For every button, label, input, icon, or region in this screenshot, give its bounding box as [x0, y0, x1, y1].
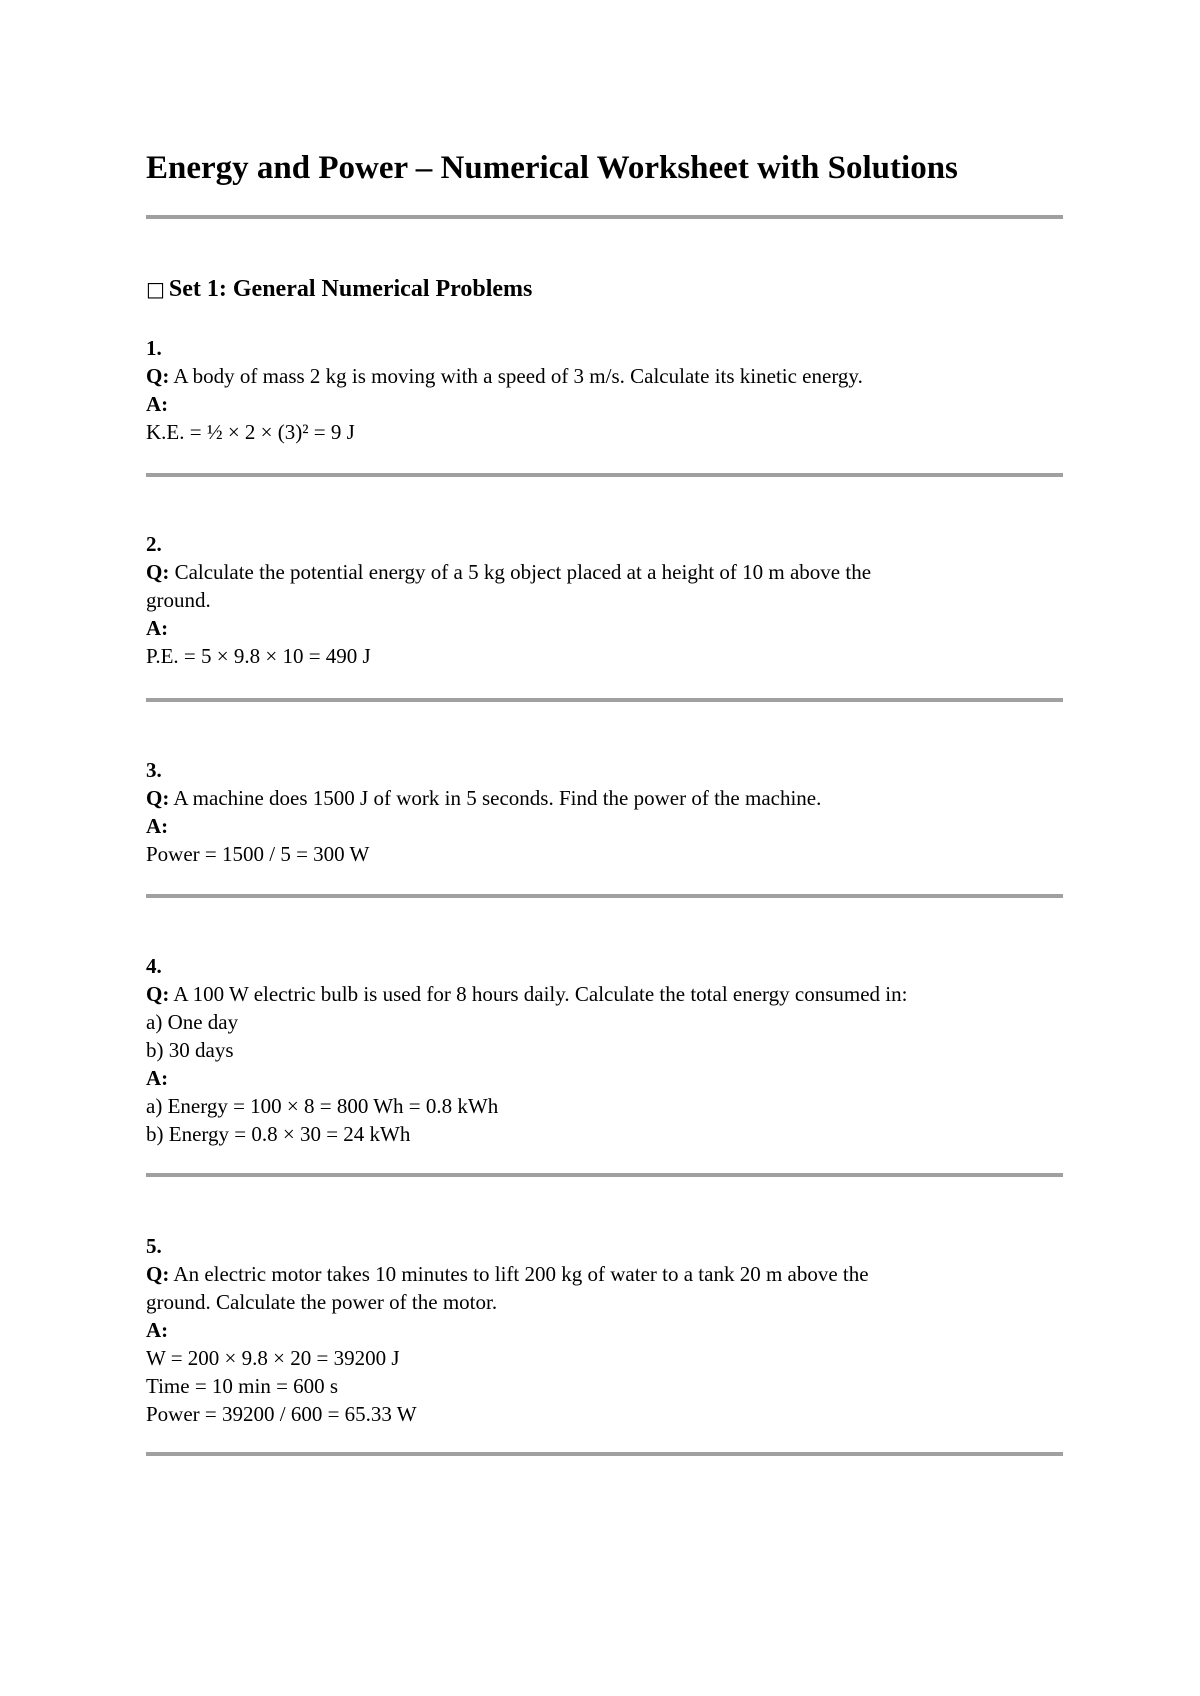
problem-1 — [146, 334, 1063, 446]
question-line — [146, 558, 1063, 586]
problem-number: 5. — [146, 1234, 162, 1258]
problem-4 — [146, 952, 1063, 1148]
answer-power-line: Power = 39200 / 600 = 65.33 W — [146, 1402, 417, 1426]
problem-number: 2. — [146, 532, 162, 556]
question-text: A body of mass 2 kg is moving with a speed of 3 m/s. Calculate its kinetic energy. — [169, 364, 863, 388]
question-label: Q: — [146, 364, 170, 388]
question-option-a: a) One day — [146, 1010, 239, 1034]
divider — [146, 1173, 1063, 1177]
answer-text: Power = 1500 / 5 = 300 W — [146, 842, 370, 866]
question-option-b: b) 30 days — [146, 1038, 234, 1062]
question-text: A machine does 1500 J of work in 5 seconds. Find the power of the machine. — [169, 786, 822, 810]
question-text: An electric motor takes 10 minutes to lift 200 kg of water to a tank 20 m above the — [169, 1262, 869, 1286]
problem-5 — [146, 1232, 1063, 1428]
page-title: Energy and Power – Numerical Worksheet with Solutions — [146, 150, 958, 186]
answer-time-line: Time = 10 min = 600 s — [146, 1374, 339, 1398]
question-line — [146, 784, 1063, 812]
answer-text: P.E. = 5 × 9.8 × 10 = 490 J — [146, 644, 371, 668]
answer-text-a: a) Energy = 100 × 8 = 800 Wh = 0.8 kWh — [146, 1094, 499, 1118]
answer-text: K.E. = ½ × 2 × (3)² = 9 J — [146, 420, 355, 444]
question-line — [146, 362, 1063, 390]
divider — [146, 473, 1063, 477]
divider — [146, 215, 1063, 219]
question-label: Q: — [146, 982, 170, 1006]
question-line — [146, 1260, 1063, 1288]
divider — [146, 698, 1063, 702]
divider — [146, 894, 1063, 898]
answer-text-b: b) Energy = 0.8 × 30 = 24 kWh — [146, 1122, 411, 1146]
question-text: A 100 W electric bulb is used for 8 hours daily. Calculate the total energy consumed in: — [169, 982, 908, 1006]
question-label: Q: — [146, 786, 170, 810]
answer-label: A: — [146, 1066, 169, 1090]
question-label: Q: — [146, 1262, 170, 1286]
question-text: Calculate the potential energy of a 5 kg object placed at a height of 10 m above the — [169, 560, 872, 584]
problem-number: 4. — [146, 954, 162, 978]
answer-work-line: W = 200 × 9.8 × 20 = 39200 J — [146, 1346, 400, 1370]
question-text-cont: ground. — [146, 588, 211, 612]
divider — [146, 1452, 1063, 1456]
problem-number: 1. — [146, 336, 162, 360]
question-line — [146, 980, 1063, 1008]
problem-2 — [146, 530, 1063, 670]
problem-3 — [146, 756, 1063, 868]
answer-label: A: — [146, 616, 169, 640]
question-text-cont: ground. Calculate the power of the motor. — [146, 1290, 498, 1314]
answer-label: A: — [146, 1318, 169, 1342]
set-heading-text: Set 1: General Numerical Problems — [168, 276, 533, 302]
question-label: Q: — [146, 560, 170, 584]
problem-number: 3. — [146, 758, 162, 782]
set-heading — [146, 273, 532, 305]
answer-label: A: — [146, 392, 169, 416]
box-placeholder-icon: □ — [146, 277, 165, 301]
answer-label: A: — [146, 814, 169, 838]
